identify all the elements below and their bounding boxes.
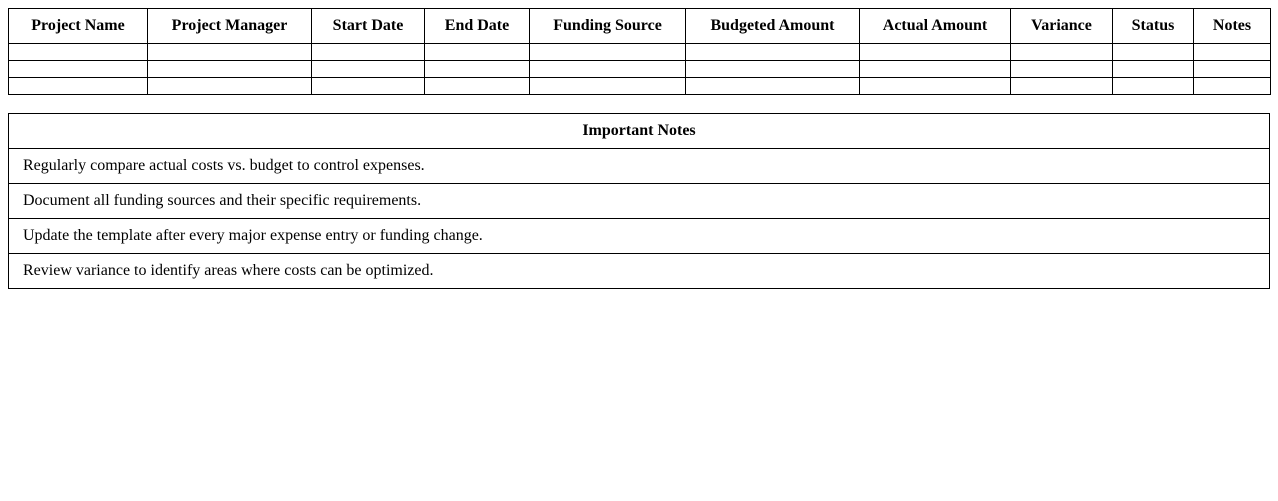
column-header-notes: Notes bbox=[1194, 9, 1271, 44]
note-row bbox=[9, 184, 1270, 219]
table-cell[interactable] bbox=[148, 78, 312, 95]
table-cell[interactable] bbox=[9, 44, 148, 61]
table-cell[interactable] bbox=[425, 61, 530, 78]
table-row bbox=[9, 44, 1271, 61]
table-cell[interactable] bbox=[686, 44, 860, 61]
table-cell[interactable] bbox=[1011, 44, 1113, 61]
column-header-funding-source: Funding Source bbox=[530, 9, 686, 44]
table-cell[interactable] bbox=[148, 44, 312, 61]
column-header-budgeted-amount: Budgeted Amount bbox=[686, 9, 860, 44]
table-cell[interactable] bbox=[312, 61, 425, 78]
column-header-status: Status bbox=[1113, 9, 1194, 44]
table-cell[interactable] bbox=[9, 78, 148, 95]
table-cell[interactable] bbox=[860, 44, 1011, 61]
table-cell[interactable] bbox=[1113, 78, 1194, 95]
column-header-end-date: End Date bbox=[425, 9, 530, 44]
table-cell[interactable] bbox=[860, 61, 1011, 78]
note-item: Review variance to identify areas where costs can be optimized. bbox=[9, 254, 1270, 289]
table-header-row bbox=[9, 9, 1271, 44]
table-cell[interactable] bbox=[148, 61, 312, 78]
table-row bbox=[9, 61, 1271, 78]
table-cell[interactable] bbox=[530, 44, 686, 61]
note-row bbox=[9, 219, 1270, 254]
table-cell[interactable] bbox=[425, 44, 530, 61]
table-cell[interactable] bbox=[1113, 61, 1194, 78]
table-row bbox=[9, 78, 1271, 95]
table-cell[interactable] bbox=[1011, 61, 1113, 78]
column-header-actual-amount: Actual Amount bbox=[860, 9, 1011, 44]
column-header-project-manager: Project Manager bbox=[148, 9, 312, 44]
important-notes-title: Important Notes bbox=[9, 114, 1270, 149]
column-header-variance: Variance bbox=[1011, 9, 1113, 44]
table-cell[interactable] bbox=[1113, 44, 1194, 61]
important-notes-table bbox=[8, 113, 1270, 289]
notes-header-row bbox=[9, 114, 1270, 149]
table-cell[interactable] bbox=[1194, 44, 1271, 61]
table-cell[interactable] bbox=[312, 44, 425, 61]
note-row bbox=[9, 254, 1270, 289]
note-item: Update the template after every major expense entry or funding change. bbox=[9, 219, 1270, 254]
table-cell[interactable] bbox=[9, 61, 148, 78]
table-cell[interactable] bbox=[530, 78, 686, 95]
table-cell[interactable] bbox=[530, 61, 686, 78]
table-cell[interactable] bbox=[425, 78, 530, 95]
note-item: Document all funding sources and their specific requirements. bbox=[9, 184, 1270, 219]
table-cell[interactable] bbox=[312, 78, 425, 95]
column-header-project-name: Project Name bbox=[9, 9, 148, 44]
table-cell[interactable] bbox=[1011, 78, 1113, 95]
table-cell[interactable] bbox=[1194, 78, 1271, 95]
table-cell[interactable] bbox=[686, 78, 860, 95]
table-cell[interactable] bbox=[1194, 61, 1271, 78]
note-row bbox=[9, 149, 1270, 184]
note-item: Regularly compare actual costs vs. budget to control expenses. bbox=[9, 149, 1270, 184]
table-cell[interactable] bbox=[860, 78, 1011, 95]
table-cell[interactable] bbox=[686, 61, 860, 78]
column-header-start-date: Start Date bbox=[312, 9, 425, 44]
budget-table bbox=[8, 8, 1271, 95]
